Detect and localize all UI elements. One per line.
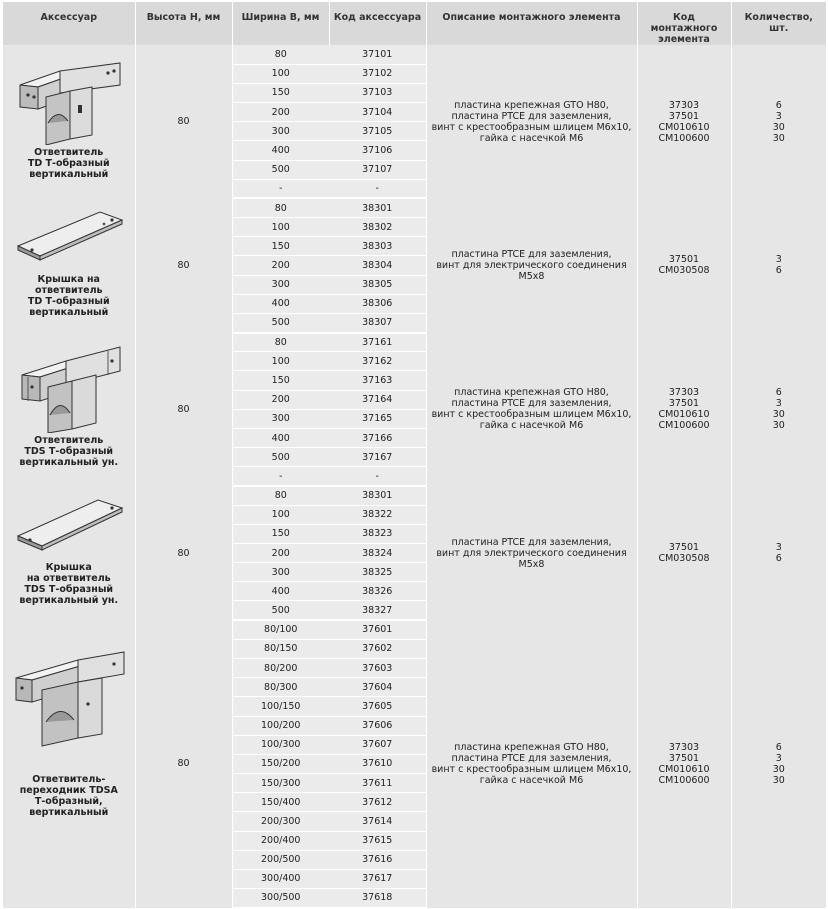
code-cell: 37161 — [329, 333, 426, 352]
table-row — [3, 45, 826, 64]
code-cell: 37602 — [329, 639, 426, 658]
width-cell: 300 — [232, 275, 329, 294]
accessory-name-line: Крышка — [45, 561, 92, 573]
mount-code-line: CM010610 — [658, 409, 710, 421]
accessory-name-line: на ответвитель — [26, 572, 111, 584]
header-code: Код аксессуара — [329, 2, 426, 45]
height-cell: 80 — [135, 198, 232, 332]
qty-cell — [731, 198, 826, 332]
table-row — [3, 333, 826, 352]
code-cell: 37607 — [329, 735, 426, 754]
accessory-name-line: Ответвитель- — [32, 774, 106, 786]
accessory-name-line: Т-образный, — [34, 796, 103, 808]
description-line: пластина PTCE для заземления, — [451, 536, 612, 548]
mount-code — [638, 100, 731, 144]
width-cell: 200/400 — [232, 831, 329, 850]
description-line: винт для электрического соединения — [436, 259, 627, 271]
accessory-name-line: TD Т-образный — [27, 296, 110, 308]
code-cell: - — [329, 179, 426, 198]
accessory-table-body — [3, 45, 826, 908]
width-cell: 400 — [232, 582, 329, 601]
qty — [732, 387, 827, 431]
description-line: гайка с насечкой М6 — [479, 774, 584, 786]
width-cell: 100/200 — [232, 716, 329, 735]
description — [427, 249, 637, 282]
mount-code — [638, 742, 731, 786]
width-cell: 200/300 — [232, 812, 329, 831]
code-cell: 38325 — [329, 563, 426, 582]
width-cell: 500 — [232, 601, 329, 620]
mount-code-cell — [637, 333, 731, 486]
height-cell: 80 — [135, 486, 232, 620]
qty — [732, 254, 827, 276]
width-cell: 150/200 — [232, 754, 329, 773]
header-width: Ширина B, мм — [232, 2, 329, 45]
width-cell: 80 — [232, 198, 329, 217]
code-cell: 37106 — [329, 141, 426, 160]
qty-cell — [731, 620, 826, 908]
mount-code-line: CM030508 — [658, 553, 710, 565]
height-cell: 80 — [135, 620, 232, 908]
width-cell: 80/300 — [232, 678, 329, 697]
description-line: пластина PTCE для заземления, — [451, 752, 612, 764]
header-accessory: Аксессуар — [3, 2, 135, 45]
mount-code-line: CM100600 — [658, 420, 710, 432]
mount-code-cell — [637, 620, 731, 908]
description — [427, 100, 637, 144]
width-cell: 300 — [232, 122, 329, 141]
accessory-name-line: переходник TDSA — [19, 785, 118, 797]
width-cell: 100 — [232, 64, 329, 83]
description-line: винт с крестообразным шлицем М6х10, — [431, 763, 632, 775]
accessory-name-line: Крышка на — [37, 274, 100, 286]
code-cell: - — [329, 467, 426, 486]
width-cell: 200 — [232, 103, 329, 122]
qty-cell — [731, 45, 826, 198]
qty-line: 3 — [775, 254, 782, 266]
description-line: гайка с насечкой М6 — [479, 132, 584, 144]
qty — [732, 100, 827, 144]
width-cell: 300 — [232, 563, 329, 582]
code-cell: 37616 — [329, 850, 426, 869]
width-cell: 100 — [232, 352, 329, 371]
qty-cell — [731, 333, 826, 486]
code-cell: 38322 — [329, 505, 426, 524]
accessory-name-line: вертикальный ун. — [19, 456, 119, 468]
accessory-cell — [3, 620, 135, 908]
accessory-name-line: Ответвитель — [34, 434, 104, 446]
code-cell: 37611 — [329, 774, 426, 793]
t-branch-reducer-icon — [8, 622, 130, 772]
width-cell: 100 — [232, 218, 329, 237]
code-cell: 37102 — [329, 64, 426, 83]
qty-line: 30 — [772, 774, 785, 786]
mount-code-line: 37501 — [668, 752, 700, 764]
qty-line: 6 — [775, 99, 782, 111]
width-cell: 400 — [232, 428, 329, 447]
code-cell: 37107 — [329, 160, 426, 179]
mount-code-line: 37303 — [668, 387, 700, 399]
qty-line: 6 — [775, 553, 782, 565]
width-cell: 300/400 — [232, 869, 329, 888]
height-cell: 80 — [135, 45, 232, 198]
header-height: Высота H, мм — [135, 2, 232, 45]
mount-code-line: 37501 — [668, 398, 700, 410]
qty-line: 30 — [772, 420, 785, 432]
mount-code-line: CM010610 — [658, 121, 710, 133]
description-line: пластина крепежная GTO H80, — [454, 99, 609, 111]
description-line: винт с крестообразным шлицем М6х10, — [431, 409, 632, 421]
code-cell: 37610 — [329, 754, 426, 773]
code-cell: 37601 — [329, 620, 426, 639]
accessory-cell — [3, 486, 135, 620]
width-cell: 200 — [232, 543, 329, 562]
mount-code-cell — [637, 198, 731, 332]
mount-code — [638, 254, 731, 276]
code-cell: 38304 — [329, 256, 426, 275]
width-cell: 80 — [232, 45, 329, 64]
width-cell: 300 — [232, 409, 329, 428]
mount-code-line: 37501 — [668, 110, 700, 122]
mount-code-line: CM010610 — [658, 763, 710, 775]
code-cell: 37103 — [329, 83, 426, 102]
header-row — [3, 2, 826, 45]
height-cell: 80 — [135, 333, 232, 486]
code-cell: 37603 — [329, 659, 426, 678]
qty-line: 6 — [775, 387, 782, 399]
description-cell — [426, 486, 637, 620]
width-cell: 100/300 — [232, 735, 329, 754]
accessory-name-line: ответвитель — [34, 285, 103, 297]
width-cell: 100/150 — [232, 697, 329, 716]
code-cell: 38324 — [329, 543, 426, 562]
width-cell: 200/500 — [232, 850, 329, 869]
mount-code-line: CM100600 — [658, 132, 710, 144]
qty-line: 6 — [775, 265, 782, 277]
qty-line: 3 — [775, 542, 782, 554]
accessory-cell — [3, 45, 135, 198]
code-cell: 38326 — [329, 582, 426, 601]
description-line: пластина PTCE для заземления, — [451, 398, 612, 410]
qty-line: 30 — [772, 763, 785, 775]
width-cell: 150 — [232, 237, 329, 256]
mount-code-line: CM100600 — [658, 774, 710, 786]
width-cell: 400 — [232, 141, 329, 160]
qty-line: 30 — [772, 121, 785, 133]
description-line: винт для электрического соединения — [436, 547, 627, 559]
accessory-cell — [3, 198, 135, 332]
width-cell: 150 — [232, 83, 329, 102]
width-cell: 500 — [232, 448, 329, 467]
code-cell: 37104 — [329, 103, 426, 122]
accessory-name-line: вертикальный — [29, 807, 109, 819]
description-cell — [426, 198, 637, 332]
description-cell — [426, 620, 637, 908]
table-row — [3, 198, 826, 217]
code-cell: 38301 — [329, 486, 426, 505]
code-cell: 37604 — [329, 678, 426, 697]
width-cell: 500 — [232, 313, 329, 332]
code-cell: 37606 — [329, 716, 426, 735]
branch-cover-icon — [8, 200, 130, 272]
code-cell: 38305 — [329, 275, 426, 294]
width-cell: 80/150 — [232, 639, 329, 658]
mount-code-line: CM030508 — [658, 265, 710, 277]
code-cell: 38303 — [329, 237, 426, 256]
code-cell: 38301 — [329, 198, 426, 217]
width-cell: - — [232, 467, 329, 486]
description-line: винт с крестообразным шлицем М6х10, — [431, 121, 632, 133]
code-cell: 37105 — [329, 122, 426, 141]
code-cell: 37165 — [329, 409, 426, 428]
code-cell: 37605 — [329, 697, 426, 716]
code-cell: 37166 — [329, 428, 426, 447]
width-cell: 150 — [232, 371, 329, 390]
width-cell: 80/200 — [232, 659, 329, 678]
accessory-table — [3, 2, 826, 909]
code-cell: 38302 — [329, 218, 426, 237]
description-line: пластина PTCE для заземления, — [451, 110, 612, 122]
qty-line: 3 — [775, 398, 782, 410]
width-cell: 150 — [232, 524, 329, 543]
qty-line: 30 — [772, 132, 785, 144]
qty-line: 3 — [775, 752, 782, 764]
accessory-name — [19, 562, 118, 606]
width-cell: 200 — [232, 390, 329, 409]
description — [427, 537, 637, 570]
qty-cell — [731, 486, 826, 620]
description-line: пластина крепежная GTO H80, — [454, 741, 609, 753]
qty — [732, 742, 827, 786]
accessory-cell — [3, 333, 135, 486]
mount-code-cell — [637, 45, 731, 198]
code-cell: 37163 — [329, 371, 426, 390]
description-line: пластина крепежная GTO H80, — [454, 387, 609, 399]
width-cell: 80 — [232, 333, 329, 352]
accessory-name — [28, 274, 110, 318]
accessory-name-line: TDS Т-образный — [24, 583, 114, 595]
branch-cover-reinforced-icon — [8, 488, 130, 560]
width-cell: 150/400 — [232, 793, 329, 812]
accessory-name-line: TD Т-образный — [27, 158, 110, 169]
accessory-name — [20, 774, 118, 818]
code-cell: 38306 — [329, 294, 426, 313]
table-row — [3, 620, 826, 639]
accessory-name — [19, 435, 118, 468]
qty-line: 6 — [775, 741, 782, 753]
accessory-name-line: вертикальный ун. — [19, 594, 119, 606]
width-cell: 150/300 — [232, 774, 329, 793]
width-cell: - — [232, 179, 329, 198]
accessory-name-line: вертикальный — [29, 307, 109, 319]
code-cell: 37162 — [329, 352, 426, 371]
width-cell: 80 — [232, 486, 329, 505]
code-cell: 37618 — [329, 889, 426, 908]
description-cell — [426, 45, 637, 198]
width-cell: 200 — [232, 256, 329, 275]
width-cell: 500 — [232, 160, 329, 179]
mount-code — [638, 542, 731, 564]
description-line: М5х8 — [518, 270, 545, 282]
description — [427, 742, 637, 786]
header-qty: Количество, шт. — [731, 2, 826, 45]
description-line: гайка с насечкой М6 — [479, 420, 584, 432]
accessory-name-line: Ответвитель — [34, 147, 104, 158]
code-cell: 37615 — [329, 831, 426, 850]
qty-line: 30 — [772, 409, 785, 421]
mount-code-line: 37303 — [668, 741, 700, 753]
width-cell: 100 — [232, 505, 329, 524]
accessory-name-line: вертикальный — [29, 169, 109, 180]
width-cell: 300/500 — [232, 889, 329, 908]
description-line: пластина PTCE для заземления, — [451, 248, 612, 260]
code-cell: 38307 — [329, 313, 426, 332]
header-mount-code: Код монтажного элемента — [637, 2, 731, 45]
code-cell: 37101 — [329, 45, 426, 64]
table-row — [3, 486, 826, 505]
code-cell: 37612 — [329, 793, 426, 812]
accessory-name — [28, 147, 110, 180]
mount-code-line: 37501 — [668, 254, 700, 266]
t-branch-vertical-icon — [8, 47, 130, 145]
width-cell: 400 — [232, 294, 329, 313]
code-cell: 37164 — [329, 390, 426, 409]
code-cell: 37167 — [329, 448, 426, 467]
code-cell: 38323 — [329, 524, 426, 543]
qty — [732, 542, 827, 564]
code-cell: 38327 — [329, 601, 426, 620]
description-line: М5х8 — [518, 558, 545, 570]
code-cell: 37614 — [329, 812, 426, 831]
description — [427, 387, 637, 431]
mount-code — [638, 387, 731, 431]
description-cell — [426, 333, 637, 486]
mount-code-cell — [637, 486, 731, 620]
mount-code-line: 37501 — [668, 542, 700, 554]
qty-line: 3 — [775, 110, 782, 122]
code-cell: 37617 — [329, 869, 426, 888]
accessory-name-line: TDS Т-образный — [24, 445, 114, 457]
header-description: Описание монтажного элемента — [426, 2, 637, 45]
mount-code-line: 37303 — [668, 99, 700, 111]
width-cell: 80/100 — [232, 620, 329, 639]
t-branch-vertical-reinforced-icon — [8, 335, 130, 433]
